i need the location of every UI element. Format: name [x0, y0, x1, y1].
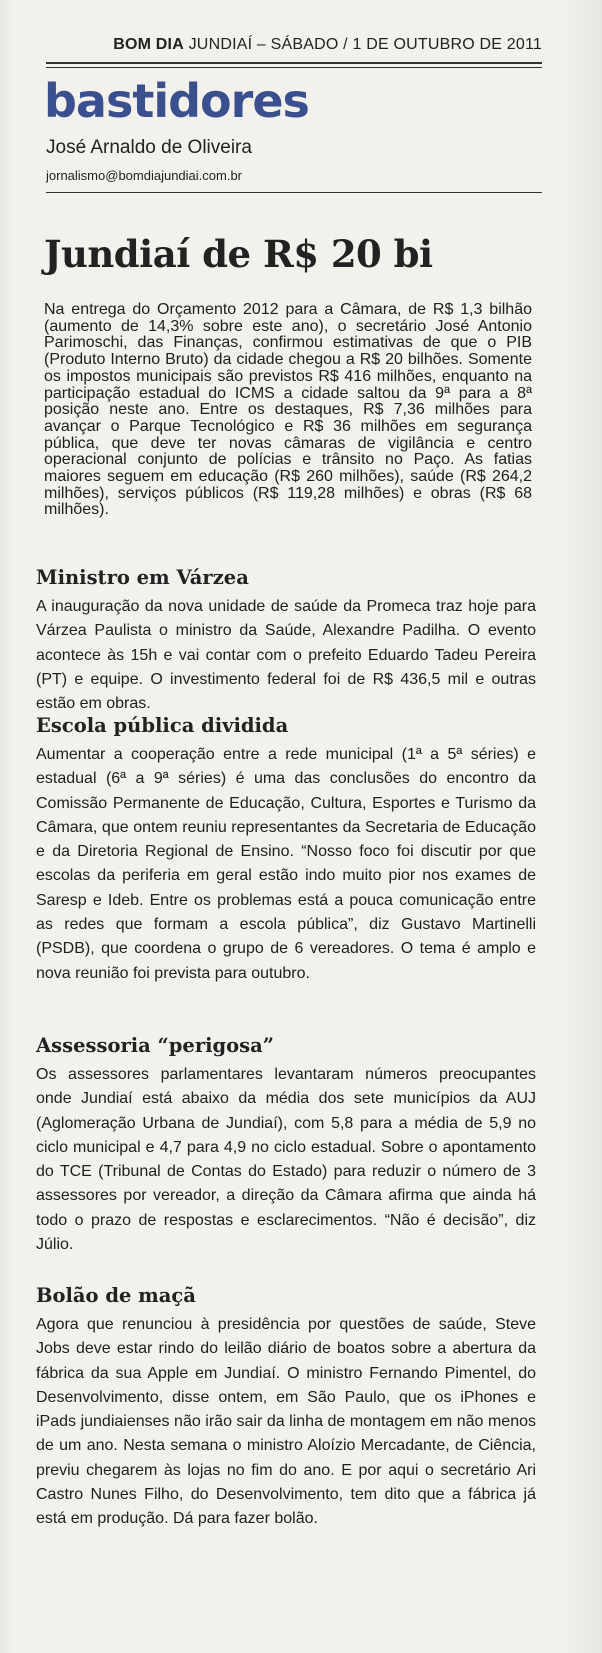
- note-title: Ministro em Várzea: [36, 566, 249, 589]
- author-name: José Arnaldo de Oliveira: [46, 137, 252, 158]
- newspaper-brand: BOM DIA: [113, 36, 184, 53]
- note-ministro: [36, 566, 536, 716]
- section-name: bastidores: [44, 74, 309, 128]
- edition-date: JUNDIAÍ – SÁBADO / 1 DE OUTUBRO DE 2011: [188, 36, 542, 53]
- headline: Jundiaí de R$ 20 bi: [44, 232, 433, 276]
- column-rule: [46, 192, 542, 193]
- note-title: Escola pública dividida: [36, 714, 289, 737]
- note-body: Aumentar a cooperação entre a rede municipal (1ª a 5ª séries) e estadual (6ª a 9ª séries) é uma das conclusões do encontro da Comissão Permanente de Educação, Cultura, Esportes e Turismo da Câmara, que ontem reuniu representantes da Secretaria de Educação e da Diretoria Regional de Ensino. “Nosso foco foi discutir por que escolas da periferia em geral estão indo muito pior nos exames de Saresp e Ideb. Entre os problemas está a pouca comunicação entre as redes que formam a escola pública”, diz Gustavo Martinelli (PSDB), que coordena o grupo de 6 vereadores. O tema é amplo e nova reunião foi prevista para outubro.: [36, 746, 536, 982]
- header-rule-thin: [46, 67, 542, 68]
- note-assessoria: [36, 1034, 536, 1257]
- note-title: Bolão de maçã: [36, 1284, 196, 1307]
- note-body: A inauguração da nova unidade de saúde da Promeca traz hoje para Várzea Paulista o ministro da Saúde, Alexandre Padilha. O evento acontece às 15h e vai contar com o prefeito Eduardo Tadeu Pereira (PT) e equipe. O investimento federal foi de R$ 436,5 mil e outras estão em obras.: [36, 598, 536, 713]
- author-email: jornalismo@bomdiajundiai.com.br: [46, 168, 243, 183]
- note-body: Agora que renunciou à presidência por questões de saúde, Steve Jobs deve estar rindo do leilão diário de boatos sobre a abertura da fábrica da sua Apple em Jundiaí. O ministro Fernando Pimentel, do Desenvolvimento, disse ontem, em São Paulo, que os iPhones e iPads jundiaienses não irão sair da linha de montagem em não menos de um ano. Nesta semana o ministro Aloízio Mercadante, de Ciência, previu chegarem às lojas no fim do ano. E por aqui o secretário Ari Castro Nunes Filho, do Desenvolvimento, tem dito que a fábrica já está em produção. Dá para fazer bolão.: [36, 1316, 536, 1528]
- header-rule: [46, 62, 542, 64]
- note-bolao: [36, 1284, 536, 1532]
- note-body: Os assessores parlamentares levantaram números preocupantes onde Jundiaí está abaixo da média dos sete municípios da AUJ (Aglomeração Urbana de Jundiaí), com 5,8 para a média de 5,9 no ciclo municipal e 4,7 para 4,9 no ciclo estadual. Sobre o apontamento do TCE (Tribunal de Contas do Estado) para reduzir o número de 3 assessores por vereador, a direção da Câmara afirma que ainda há todo o prazo de respostas e esclarecimentos. “Não é decisão”, diz Júlio.: [36, 1066, 536, 1254]
- note-title: Assessoria “perigosa”: [36, 1034, 274, 1057]
- page-header: [46, 36, 542, 54]
- note-escola: [36, 714, 536, 986]
- lead-paragraph: Na entrega do Orçamento 2012 para a Câmara, de R$ 1,3 bilhão (aumento de 14,3% sobre este ano), o secretário José Antonio Parimoschi, das Finanças, confirmou estimativas de que o PIB (Produto Interno Bruto) da cidade chegou a R$ 20 bilhões. Somente os impostos municipais são previstos R$ 416 milhões, enquanto na participação estadual do ICMS a cidade saltou da 9ª para a 8ª posição neste ano. Entre os destaques, R$ 7,36 milhões para avançar o Parque Tecnológico e R$ 36 milhões em segurança pública, que deve ter novas câmaras de vigilância e centro operacional conjunto de polícias e trânsito no Paço. As fatias maiores seguem em educação (R$ 260 milhões), saúde (R$ 264,2 milhões), serviços públicos (R$ 119,28 milhões) e obras (R$ 68 milhões).: [44, 301, 532, 519]
